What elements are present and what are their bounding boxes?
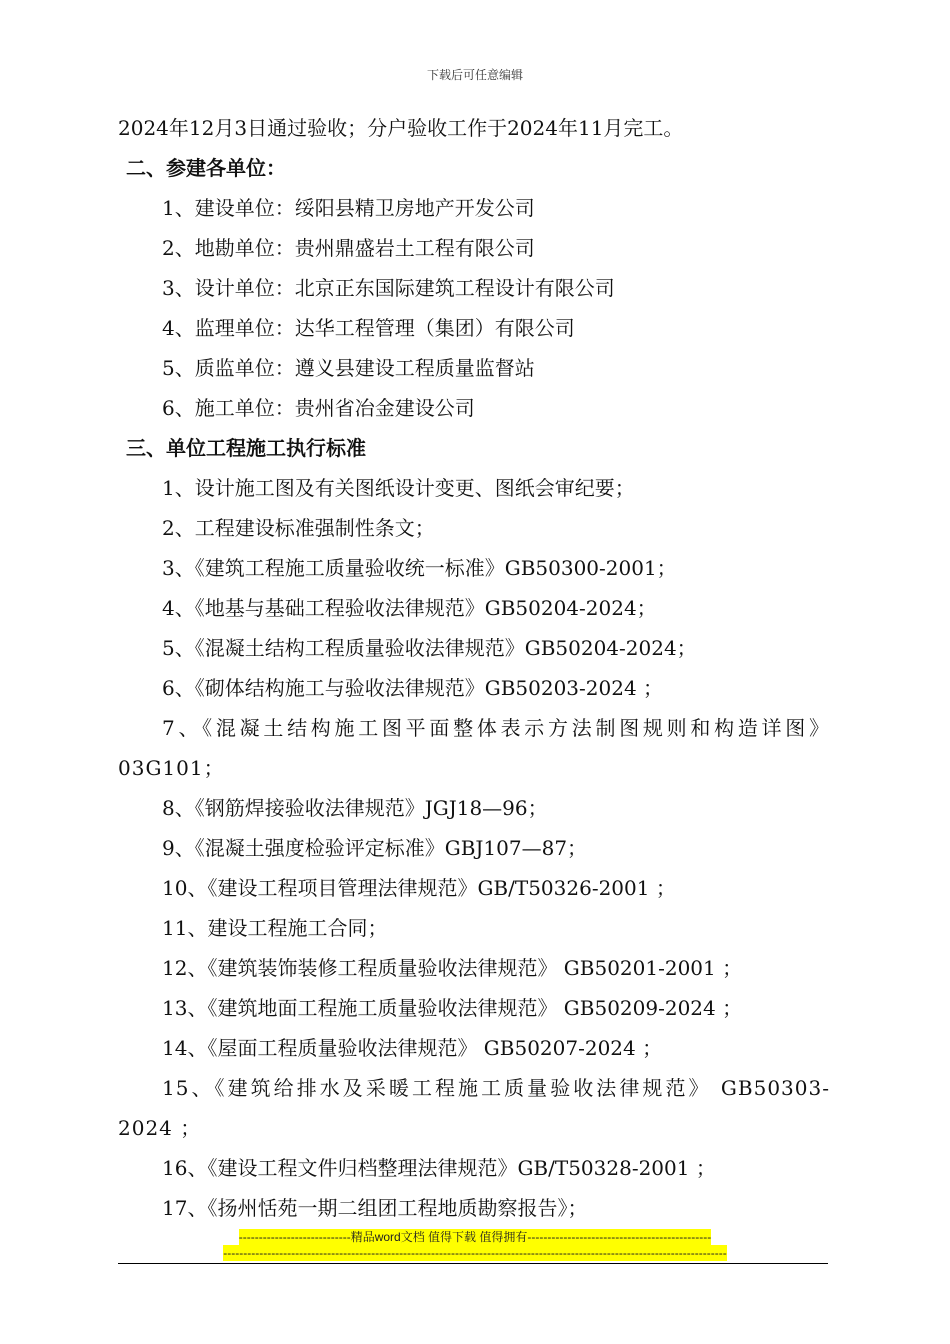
list-item: 16、《建设工程文件归档整理法律规范》GB/T50328-2001 ； bbox=[162, 1156, 716, 1180]
page-header-note: 下载后可任意编辑 bbox=[426, 68, 523, 82]
list-item: 12、《建筑装饰装修工程质量验收法律规范》 GB50201-2001 ； bbox=[162, 956, 743, 980]
list-item: 4、《地基与基础工程验收法律规范》GB50204-2024； bbox=[162, 596, 657, 620]
document-body bbox=[118, 108, 830, 1228]
list-item: 10、《建设工程项目管理法律规范》GB/T50326-2001 ； bbox=[162, 876, 676, 900]
list-item: 13、《建筑地面工程施工质量验收法律规范》 GB50209-2024 ； bbox=[162, 996, 743, 1020]
list-item-wrapped: 7、《混凝土结构施工图平面整体表示方法制图规则和构造详图》03G101； bbox=[118, 716, 830, 780]
list-item: 1、设计施工图及有关图纸设计变更、图纸会审纪要； bbox=[162, 476, 635, 500]
footer-banner bbox=[0, 1229, 950, 1245]
list-item: 11、建设工程施工合同； bbox=[162, 916, 388, 940]
section-heading: 三、单位工程施工执行标准 bbox=[126, 436, 366, 460]
footer-banner-text: ----------------------------精品word文档 值得下载 值得拥有---------------------------------------------- bbox=[238, 1230, 712, 1244]
list-item: 6、施工单位：贵州省冶金建设公司 bbox=[162, 396, 475, 420]
footer-divider bbox=[118, 1263, 828, 1264]
paragraph-line: 2024年12月3日通过验收；分户验收工作于2024年11月完工。 bbox=[118, 116, 684, 140]
list-item: 8、《钢筋焊接验收法律规范》JGJ18—96； bbox=[162, 796, 548, 820]
list-item: 3、《建筑工程施工质量验收统一标准》GB50300-2001； bbox=[162, 556, 677, 580]
list-item: 6、《砌体结构施工与验收法律规范》GB50203-2024 ； bbox=[162, 676, 664, 700]
footer-banner-dashes bbox=[0, 1245, 950, 1261]
list-item: 5、《混凝土结构工程质量验收法律规范》GB50204-2024； bbox=[162, 636, 697, 660]
list-item: 9、《混凝土强度检验评定标准》GBJ107—87； bbox=[162, 836, 588, 860]
list-item: 5、质监单位：遵义县建设工程质量监督站 bbox=[162, 356, 535, 380]
list-item: 2、地勘单位：贵州鼎盛岩土工程有限公司 bbox=[162, 236, 535, 260]
footer-dashes-text: ------------------------------------------------------------------------------------------------------------------------------ bbox=[223, 1246, 727, 1260]
list-item: 17、《扬州恬苑一期二组团工程地质勘察报告》； bbox=[162, 1196, 588, 1220]
list-item: 3、设计单位：北京正东国际建筑工程设计有限公司 bbox=[162, 276, 615, 300]
list-item: 2、工程建设标准强制性条文； bbox=[162, 516, 435, 540]
list-item: 14、《屋面工程质量验收法律规范》 GB50207-2024 ； bbox=[162, 1036, 663, 1060]
section-heading: 二、参建各单位： bbox=[126, 156, 286, 180]
list-item: 1、建设单位：绥阳县精卫房地产开发公司 bbox=[162, 196, 535, 220]
list-item: 4、监理单位：达华工程管理（集团）有限公司 bbox=[162, 316, 575, 340]
list-item-wrapped: 15、《建筑给排水及采暖工程施工质量验收法律规范》 GB50303-2024 ； bbox=[118, 1076, 830, 1140]
